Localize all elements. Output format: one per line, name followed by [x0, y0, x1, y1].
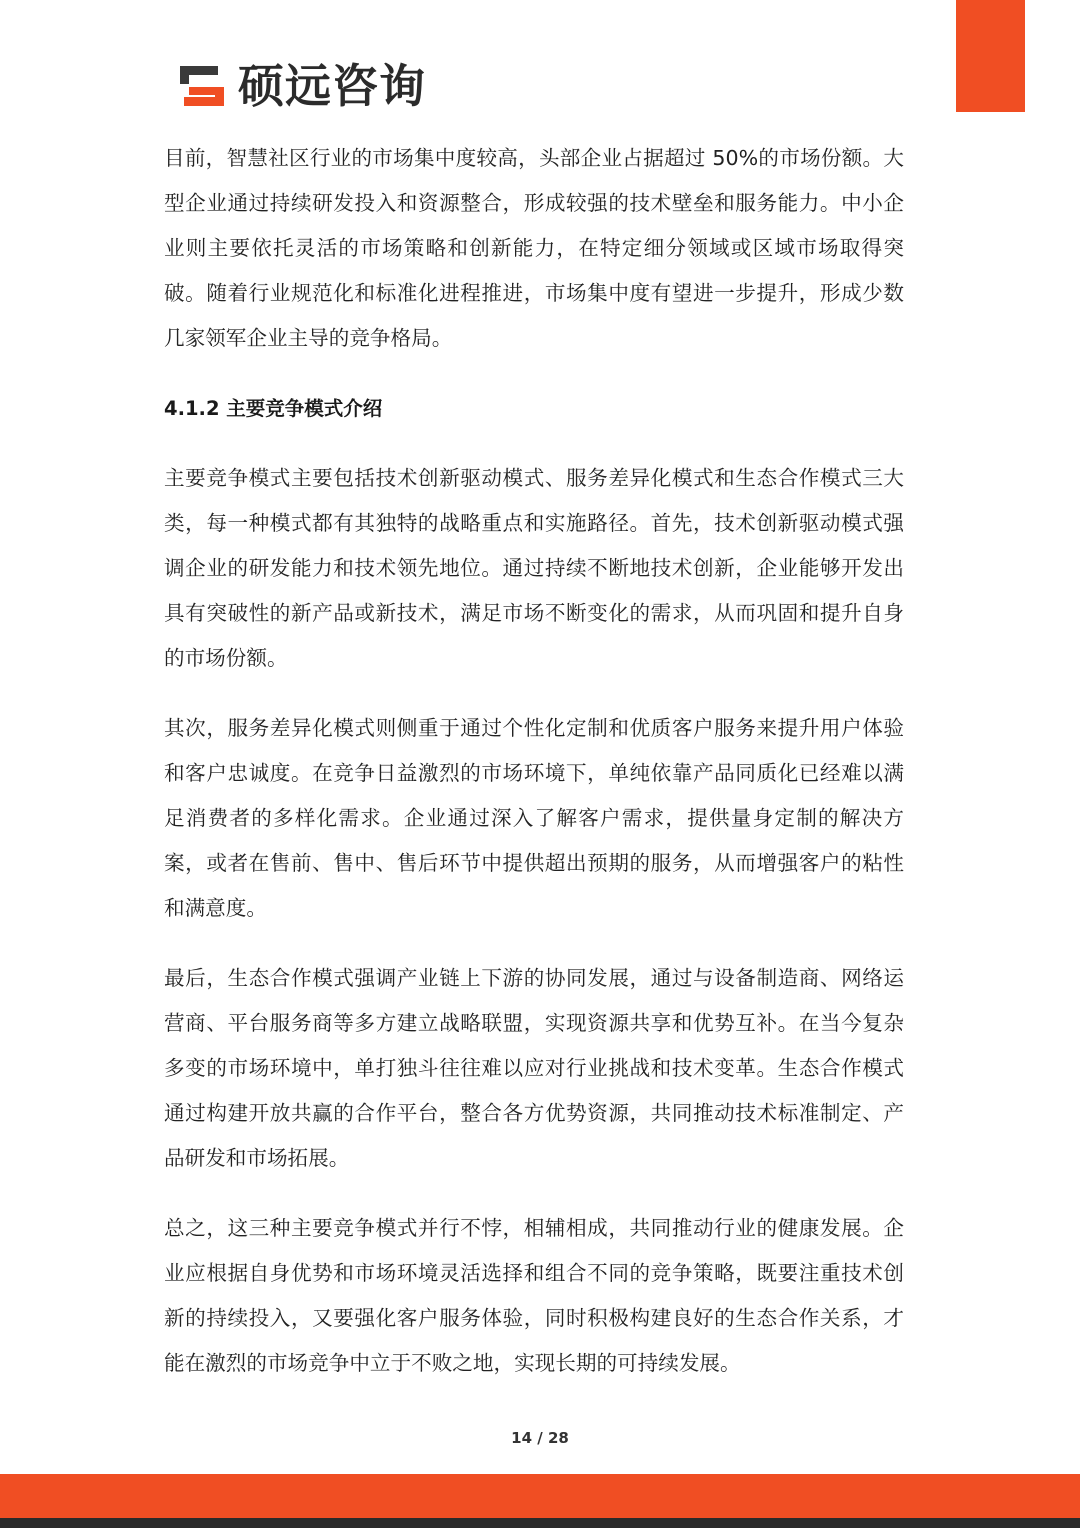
brand-logo: [176, 58, 426, 114]
paragraph-service-differentiation: 其次，服务差异化模式则侧重于通过个性化定制和优质客户服务来提升用户体验和客户忠诚度。在竞争日益激烈的市场环境下，单纯依靠产品同质化已经难以满足消费者的多样化需求。企业通过深入了解客户需求，提供量身定制的解决方案，或者在售前、售中、售后环节中提供超出预期的服务，从而增强客户的粘性和满意度。: [164, 716, 904, 920]
page-number: 14 / 28: [511, 1429, 569, 1447]
paragraph-ecosystem-cooperation: 最后，生态合作模式强调产业链上下游的协同发展，通过与设备制造商、网络运营商、平台服务商等多方建立战略联盟，实现资源共享和优势互补。在当今复杂多变的市场环境中，单打独斗往往难以应对行业挑战和技术变革。生态合作模式通过构建开放共赢的合作平台，整合各方优势资源，共同推动技术标准制定、产品研发和市场拓展。: [164, 966, 904, 1170]
section-heading: 4.1.2 主要竞争模式介绍: [164, 397, 383, 420]
document-body: [164, 136, 904, 1386]
footer-accent-bar: [0, 1474, 1080, 1518]
paragraph-summary: 总之，这三种主要竞争模式并行不悖，相辅相成，共同推动行业的健康发展。企业应根据自身优势和市场环境灵活选择和组合不同的竞争策略，既要注重技术创新的持续投入，又要强化客户服务体验，同时积极构建良好的生态合作关系，才能在激烈的市场竞争中立于不败之地，实现长期的可持续发展。: [164, 1216, 904, 1375]
footer-dark-strip: [0, 1518, 1080, 1528]
paragraph-market-concentration: 目前，智慧社区行业的市场集中度较高，头部企业占据超过 50%的市场份额。大型企业通过持续研发投入和资源整合，形成较强的技术壁垒和服务能力。中小企业则主要依托灵活的市场策略和创新能力，在特定细分领域或区域市场取得突破。随着行业规范化和标准化进程推进，市场集中度有望进一步提升，形成少数几家领军企业主导的竞争格局。: [164, 146, 904, 350]
brand-name: 硕远咨询: [238, 59, 426, 113]
s-bracket-logo-icon: [176, 60, 228, 112]
paragraph-competition-modes: 主要竞争模式主要包括技术创新驱动模式、服务差异化模式和生态合作模式三大类，每一种模式都有其独特的战略重点和实施路径。首先，技术创新驱动模式强调企业的研发能力和技术领先地位。通过持续不断地技术创新，企业能够开发出具有突破性的新产品或新技术，满足市场不断变化的需求，从而巩固和提升自身的市场份额。: [164, 466, 904, 670]
corner-accent-tab: [956, 0, 1025, 112]
